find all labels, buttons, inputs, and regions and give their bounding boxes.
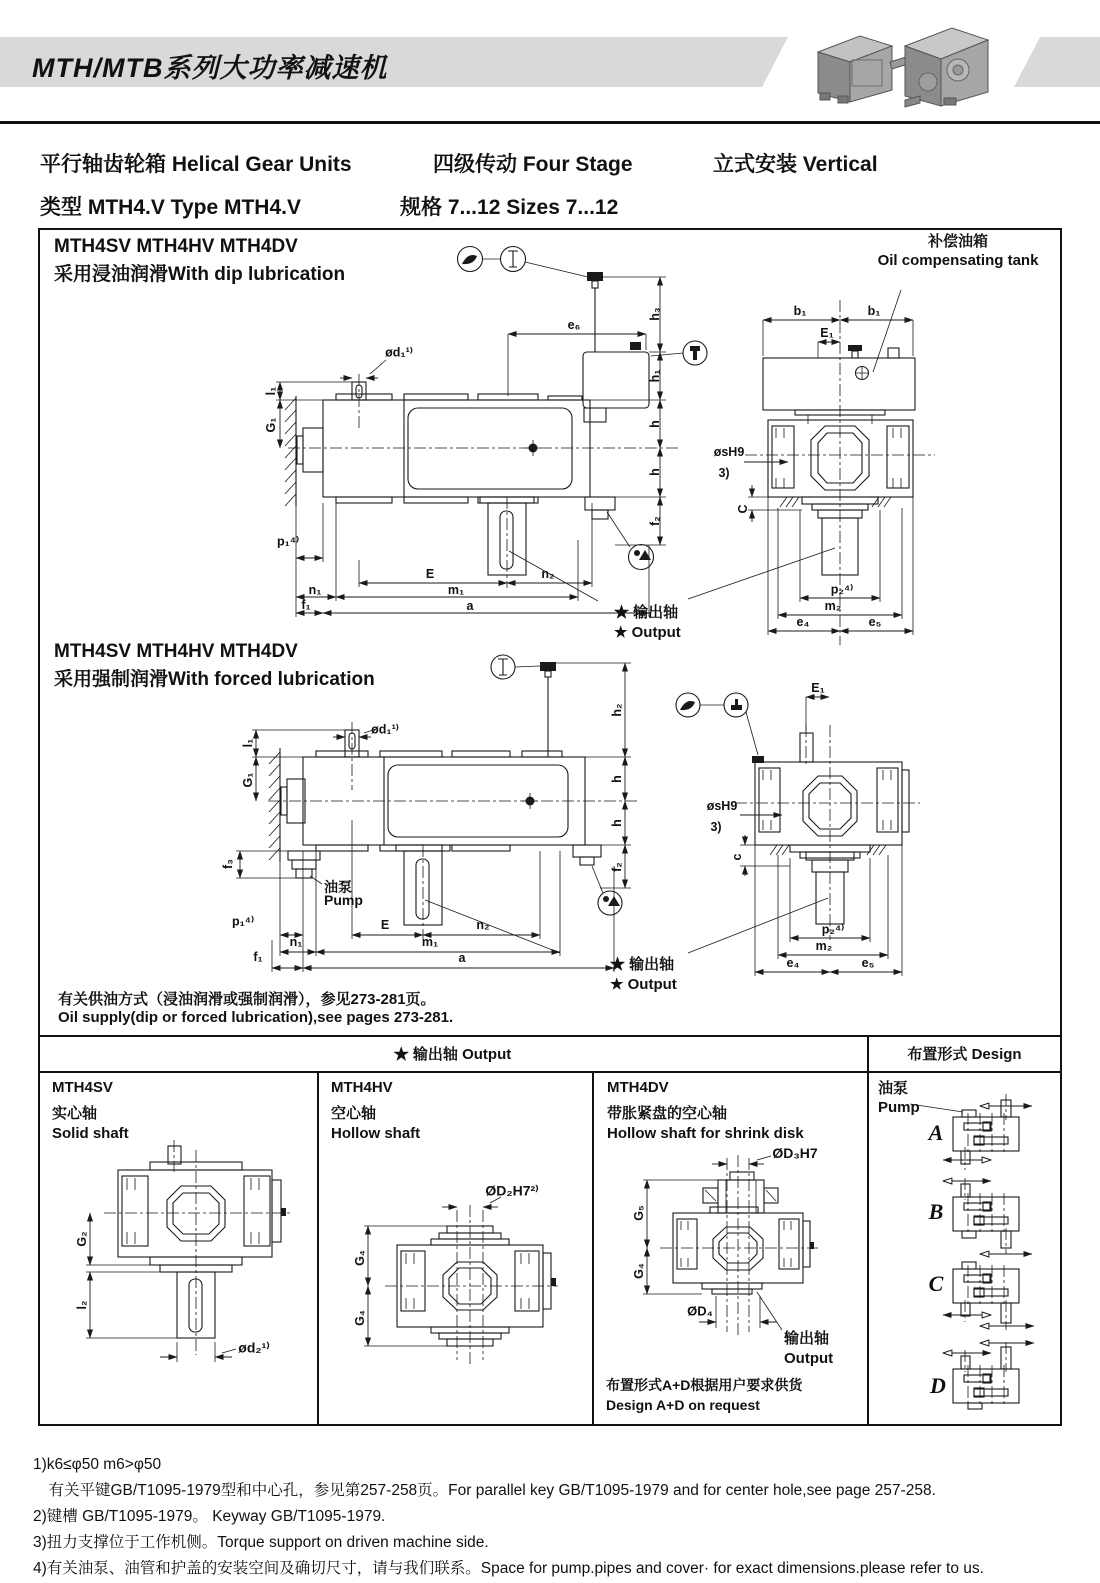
dim-label: m₂ (815, 939, 833, 953)
dim-label: h₁ (648, 369, 662, 383)
dim-label: f₁ (301, 598, 311, 612)
dim-label: n₁ (308, 583, 322, 597)
oil-supply-note-cn: 有关供油方式（浸油润滑或强制润滑），参见273-281页。 (58, 991, 436, 1008)
dim-label: ØD₂H7²⁾ (485, 1182, 539, 1199)
dim-label: n₁ (289, 935, 303, 949)
dim-label: m₂ (824, 599, 842, 613)
dim-label: f₁ (253, 950, 263, 964)
dim-label: e₄ (786, 956, 800, 970)
dim-label: a (466, 599, 474, 613)
gearbox-product-photo-right (905, 28, 988, 107)
table-divider-design (867, 1035, 869, 1424)
dim-label: E (380, 918, 390, 932)
dim-label: B (928, 1199, 944, 1224)
page-title: MTH/MTB系列大功率减速机 (32, 53, 388, 83)
pump-label-cn: 油泵 (324, 879, 352, 895)
col4-pump-cn: 油泵 (878, 1080, 909, 1097)
dim-label: n₂ (476, 918, 490, 932)
section2-models: MTH4SV MTH4HV MTH4DV (54, 641, 298, 662)
dim-label: h (610, 819, 624, 827)
dim-label: C (928, 1271, 944, 1296)
dim-label: E₁ (820, 326, 834, 340)
col3-label-cn: 带胀紧盘的空心轴 (607, 1105, 728, 1122)
footnote-1b: 有关平键GB/T1095-1979型和中心孔，参见第257-258页。For parallel key GB/T1095-1979 and for center hole,see page 257-258. (33, 1482, 936, 1499)
dim-label: ØD₄ (687, 1303, 713, 1319)
table-top-line (38, 1035, 1060, 1037)
dim-label: A (928, 1120, 944, 1145)
col2-label-cn: 空心轴 (331, 1105, 377, 1122)
dim-label: E₁ (811, 681, 825, 695)
dim-label: l₂ (75, 1300, 89, 1310)
dim-label: m₁ (421, 935, 439, 949)
dim-label: h (648, 420, 662, 428)
col3-model: MTH4DV (607, 1079, 669, 1096)
dim-label: G₄ (353, 1250, 367, 1266)
footnote-1: 1)k6≤φ50 m6>φ50 (33, 1456, 162, 1473)
dim-label: ød₂¹⁾ (238, 1339, 270, 1356)
dim-label: G₂ (75, 1231, 89, 1247)
table-divider-1 (317, 1071, 319, 1424)
dim-label: øsH9 (706, 799, 738, 813)
table-divider-2 (592, 1071, 594, 1424)
dim-label: C (736, 504, 750, 514)
dim-label: e₄ (796, 615, 810, 629)
col2-model: MTH4HV (331, 1079, 393, 1096)
section1-models: MTH4SV MTH4HV MTH4DV (54, 236, 298, 257)
dim-label: f₂ (610, 862, 624, 872)
col4-pump-en: Pump (878, 1099, 920, 1116)
dim-label: ØD₃H7 (772, 1145, 818, 1161)
header-rule (0, 121, 1100, 124)
section2-lubrication: 采用强制润滑With forced lubrication (54, 669, 375, 690)
dim-label: l₁ (241, 738, 255, 748)
section1-lubrication: 采用浸油润滑With dip lubrication (54, 264, 346, 285)
dim-label: p₂⁴⁾ (830, 582, 854, 597)
col2-label-en: Hollow shaft (331, 1125, 421, 1142)
col3-output-en: Output (784, 1350, 834, 1367)
dim-label: øsH9 (713, 445, 745, 459)
dim-label: p₁⁴⁾ (276, 534, 300, 549)
tank-label-en: Oil compensating tank (877, 252, 1039, 269)
dim-label: h (610, 775, 624, 783)
col1-label-en: Solid shaft (52, 1125, 129, 1142)
pump-label-en: Pump (324, 892, 363, 908)
dim-label: f₃ (221, 859, 235, 869)
dim-label: f₂ (648, 516, 662, 526)
dim-label: D (930, 1373, 946, 1398)
dim-label: b₁ (793, 304, 807, 318)
subtitle-type: 类型 MTH4.V Type MTH4.V (40, 196, 301, 219)
footnote-3: 3)扭力支撑位于工作机侧。Torque support on driven machine side. (33, 1534, 489, 1551)
dim-label: p₂⁴⁾ (821, 922, 845, 937)
dim-label: G₁ (264, 417, 278, 433)
dim-label: n₂ (541, 567, 555, 581)
col1-model: MTH4SV (52, 1079, 113, 1096)
content-frame (38, 228, 1062, 1426)
footnotes (33, 1452, 984, 1582)
dim-label: h (648, 468, 662, 476)
subtitle-vertical: 立式安装 Vertical (713, 153, 878, 176)
gearbox-product-photo-left (818, 36, 908, 103)
dim-label: E (425, 567, 435, 581)
table-header-output: ★ 输出轴 Output (393, 1046, 512, 1063)
col3-note-cn: 布置形式A+D根据用户要求供货 (606, 1377, 803, 1393)
subtitle-sizes: 规格 7...12 Sizes 7...12 (400, 196, 619, 219)
dim-label: G₄ (632, 1263, 646, 1279)
table-header-design: 布置形式 Design (907, 1046, 1022, 1063)
dim-label: 3) (710, 820, 722, 834)
col3-note-en: Design A+D on request (606, 1397, 760, 1413)
dim-label: G₅ (632, 1205, 646, 1221)
dim-label: h₂ (610, 703, 624, 717)
dim-label: a (458, 951, 466, 965)
subtitle-four-stage: 四级传动 Four Stage (433, 153, 633, 176)
dim-label: ød₁¹⁾ (385, 345, 413, 360)
dim-label: ød₁¹⁾ (371, 722, 399, 737)
dim-label: l₁ (264, 386, 278, 396)
s1-output-label-en: ★ Output (614, 624, 681, 641)
col3-output-cn: 输出轴 (784, 1330, 830, 1347)
dim-label: 3) (718, 466, 730, 480)
oil-supply-note-en: Oil supply(dip or forced lubrication),see pages 273-281. (58, 1009, 454, 1026)
dim-label: h₃ (648, 307, 662, 321)
dim-label: m₁ (447, 583, 465, 597)
dim-label: b₁ (867, 304, 881, 318)
s2-output-label-en: ★ Output (610, 976, 677, 993)
footnote-4: 4)有关油泵、油管和护盖的安装空间及确切尺寸，请与我们联系。Space for pump.pipes and cover· for exact dimensions.please refer to us. (33, 1560, 984, 1577)
tank-label-cn: 补偿油箱 (927, 233, 989, 250)
dim-label: c (730, 853, 744, 861)
dim-label: G₁ (241, 772, 255, 788)
dim-label: G₄ (353, 1310, 367, 1326)
col1-label-cn: 实心轴 (52, 1105, 98, 1122)
footnote-2: 2)键槽 GB/T1095-1979。 Keyway GB/T1095-1979. (33, 1508, 386, 1525)
dim-label: p₁⁴⁾ (231, 914, 255, 929)
subtitle-helical-gear-units: 平行轴齿轮箱 Helical Gear Units (40, 153, 352, 176)
s1-output-label-cn: ★ 输出轴 (614, 604, 679, 621)
dim-label: e₅ (861, 956, 875, 970)
table-header-line (38, 1071, 1060, 1073)
dim-label: e₆ (567, 318, 581, 332)
col3-label-en: Hollow shaft for shrink disk (607, 1125, 804, 1142)
dim-label: e₅ (868, 615, 882, 629)
s2-output-label-cn: ★ 输出轴 (610, 956, 675, 973)
